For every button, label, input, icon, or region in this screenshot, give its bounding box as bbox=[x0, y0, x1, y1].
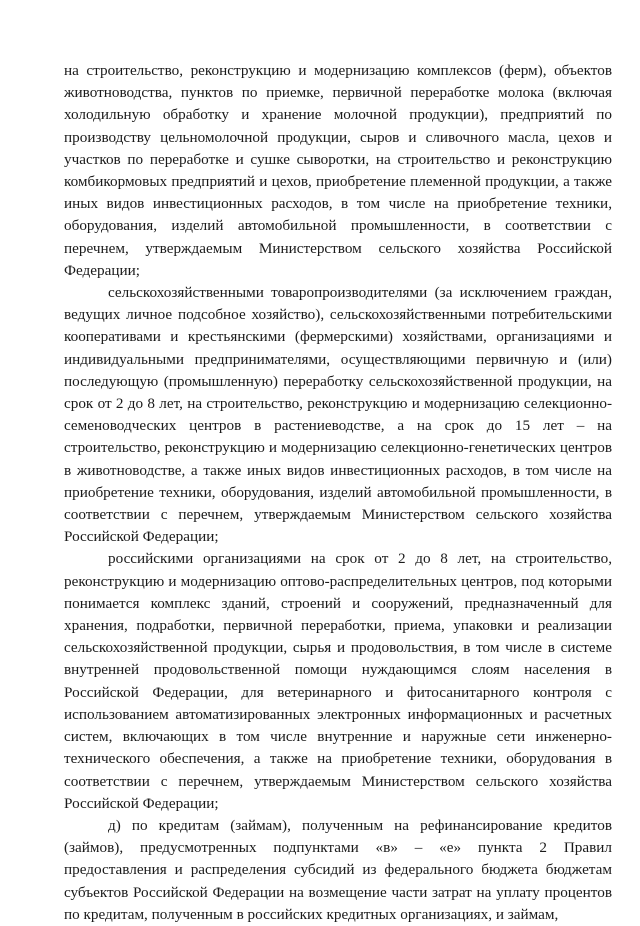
paragraph-agricultural-producers: сельскохозяйственными товаропроизводителями (за исключением граждан, ведущих личное подсобное хозяйство), сельскохозяйственными потребительскими кооперативами и крестьянскими (фермерскими) хозяйствами, организациями и индивидуальными предпринимателями, осуществляющими первичную и (или) последующую (промышленную) переработку сельскохозяйственной продукции, на срок от 2 до 8 лет, на строительство, реконструкцию и модернизацию селекционно-семеноводческих центров в растениеводстве, а на срок до 15 лет – на строительство, реконструкцию и модернизацию селекционно-генетических центров в животноводстве, а также иных видов инвестиционных расходов, в том числе на приобретение техники, оборудования, изделий автомобильной промышленности, в соответствии с перечнем, утверждаемым Министерством сельского хозяйства Российской Федерации; bbox=[64, 284, 612, 546]
paragraph-investment-dairy: на строительство, реконструкцию и модернизацию комплексов (ферм), объектов животноводства, пунктов по приемке, первичной переработке молока (включая холодильную обработку и хранение молочной продукции), предприятий по производству цельномолочной продукции, сыров и сливочного масла, цехов и участков по переработке и сушке сыворотки, на строительство и реконструкцию комбикормовых предприятий и цехов, приобретение племенной продукции, а также иных видов инвестиционных расходов, в том числе на приобретение техники, оборудования, изделий автомобильной промышленности, в соответствии с перечнем, утверждаемым Министерством сельского хозяйства Российской Федерации; bbox=[64, 62, 612, 279]
paragraph-refinancing: д) по кредитам (займам), полученным на рефинансирование кредитов (займов), предусмотренных подпунктами «в» – «е» пункта 2 Правил предоставления и распределения субсидий из федерального бюджета бюджетам субъектов Российской Федерации на возмещение части затрат на уплату процентов по кредитам, полученным в российских кредитных организациях, и займам, bbox=[64, 816, 612, 923]
paragraph-russian-organizations: российскими организациями на срок от 2 до 8 лет, на строительство, реконструкцию и модернизацию оптово-распределительных центров, под которыми понимается комплекс зданий, строений и сооружений, предназначенный для хранения, подработки, первичной переработки, приема, упаковки и реализации сельскохозяйственной продукции, сырья и продовольствия, в том числе в системе внутренней продовольственной помощи нуждающимся слоям населения в Российской Федерации, для ветеринарного и фитосанитарного контроля с использованием автоматизированных электронных информационных и расчетных систем, включающих в том числе внутренние и наружные сети инженерно-технического обеспечения, а также на приобретение техники, оборудования в соответствии с перечнем, утверждаемым Министерством сельского хозяйства Российской Федерации; bbox=[64, 550, 612, 812]
document-page bbox=[64, 60, 612, 926]
